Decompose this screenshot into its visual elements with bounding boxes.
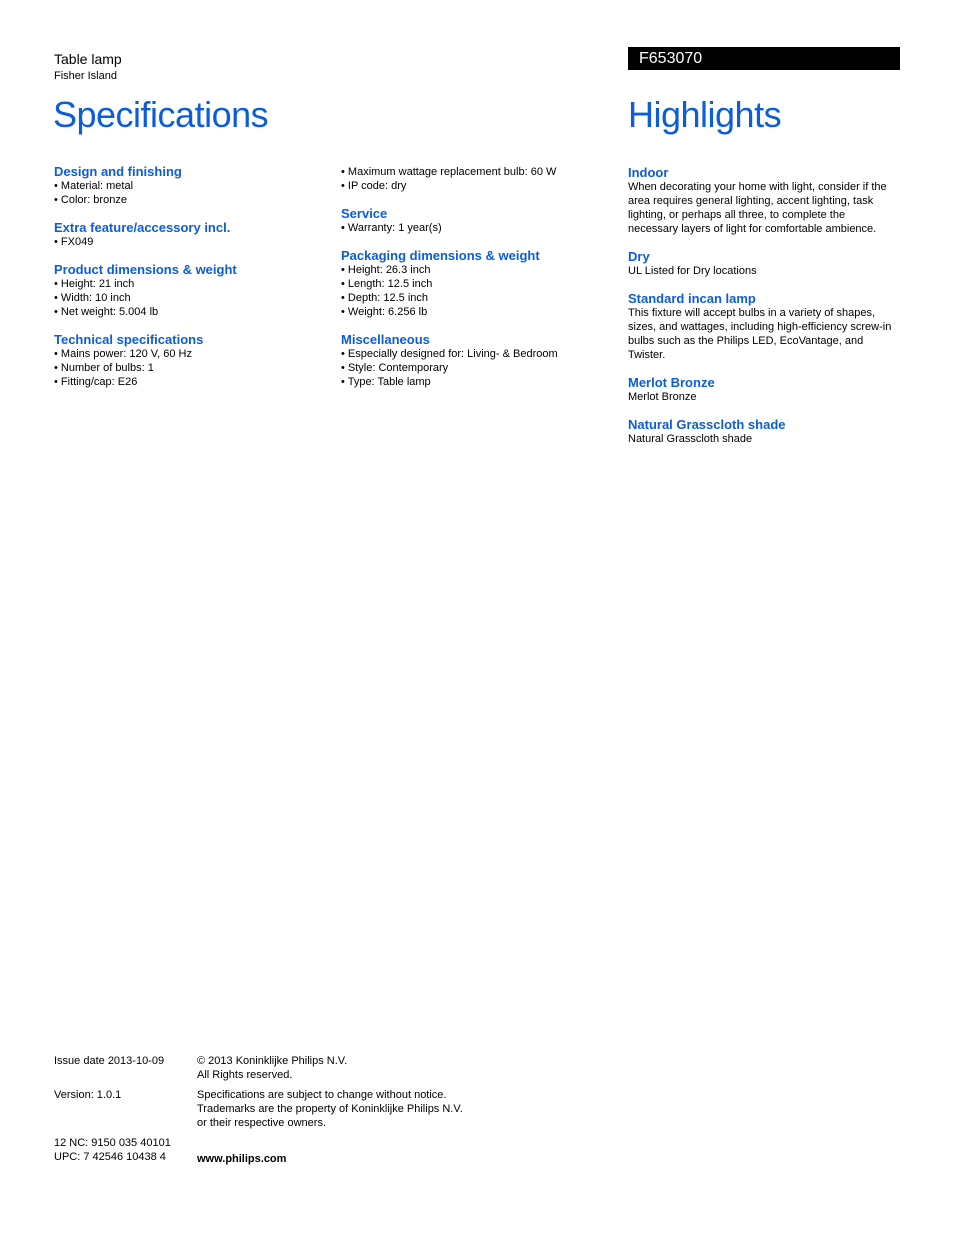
highlight-standard-incan-lamp bbox=[628, 291, 903, 362]
spec-section-service bbox=[341, 206, 611, 235]
highlight-line: Natural Grasscloth shade bbox=[628, 433, 753, 445]
highlight-line: bulbs such as the Philips LED, EcoVantage, and bbox=[628, 335, 864, 347]
highlight-natural-grasscloth-shade bbox=[628, 417, 903, 446]
spec-item: • Weight: 6.256 lb bbox=[341, 306, 428, 318]
rights-reserved: All Rights reserved. bbox=[197, 1069, 293, 1081]
spec-item: • Depth: 12.5 inch bbox=[341, 292, 429, 304]
spec-item: • Height: 21 inch bbox=[54, 278, 135, 290]
spec-section-technical bbox=[54, 332, 324, 389]
highlight-indoor bbox=[628, 165, 903, 236]
spec-section-title: Design and finishing bbox=[54, 164, 182, 179]
spec-section-design bbox=[54, 164, 324, 207]
highlight-title: Natural Grasscloth shade bbox=[628, 417, 786, 432]
spec-item: • Style: Contemporary bbox=[341, 362, 449, 374]
highlight-line: sizes, and wattages, including high-efficiency screw-in bbox=[628, 321, 892, 333]
nc-code: 12 NC: 9150 035 40101 bbox=[54, 1137, 171, 1149]
specifications-column-1 bbox=[54, 164, 324, 402]
spec-item: • Warranty: 1 year(s) bbox=[341, 222, 442, 234]
spec-item: • Length: 12.5 inch bbox=[341, 278, 433, 290]
highlight-title: Standard incan lamp bbox=[628, 291, 756, 306]
spec-item: • Height: 26.3 inch bbox=[341, 264, 431, 276]
highlight-title: Indoor bbox=[628, 165, 669, 180]
spec-section-title: Service bbox=[341, 206, 388, 221]
spec-section-title: Product dimensions & weight bbox=[54, 262, 237, 277]
highlight-line: UL Listed for Dry locations bbox=[628, 265, 757, 277]
spec-item: • Fitting/cap: E26 bbox=[54, 376, 138, 388]
highlight-line: Merlot Bronze bbox=[628, 391, 697, 403]
highlights-heading: Highlights bbox=[628, 94, 782, 135]
website-link[interactable]: www.philips.com bbox=[197, 1153, 287, 1165]
spec-item: • Color: bronze bbox=[54, 194, 127, 206]
spec-section-title: Extra feature/accessory incl. bbox=[54, 220, 231, 235]
product-type: Table lamp bbox=[54, 51, 122, 67]
spec-item: • FX049 bbox=[54, 236, 94, 248]
spec-section-title: Technical specifications bbox=[54, 332, 204, 347]
highlight-line: This fixture will accept bulbs in a variety of shapes, bbox=[628, 307, 876, 319]
spec-section-title: Packaging dimensions & weight bbox=[341, 248, 540, 263]
spec-item: • Number of bulbs: 1 bbox=[54, 362, 154, 374]
spec-item: • Maximum wattage replacement bulb: 60 W bbox=[341, 166, 557, 178]
spec-section-extra bbox=[54, 220, 324, 249]
spec-section-continued bbox=[341, 165, 611, 193]
notice-line: or their respective owners. bbox=[197, 1117, 326, 1129]
spec-section-miscellaneous bbox=[341, 332, 611, 389]
notice-line: Trademarks are the property of Koninklijke Philips N.V. bbox=[197, 1103, 463, 1115]
highlight-line: necessary layers of light for comfortable ambience. bbox=[628, 223, 877, 235]
model-number-bar: F653070 bbox=[628, 47, 900, 70]
highlight-line: When decorating your home with light, consider if the bbox=[628, 181, 887, 193]
issue-date: Issue date 2013-10-09 bbox=[54, 1055, 165, 1067]
version: Version: 1.0.1 bbox=[54, 1089, 122, 1101]
product-name: Fisher Island bbox=[54, 70, 117, 82]
footer-left bbox=[54, 1054, 171, 1164]
specifications-heading: Specifications bbox=[53, 94, 269, 135]
highlight-merlot-bronze bbox=[628, 375, 903, 404]
highlight-dry bbox=[628, 249, 903, 278]
footer-right bbox=[197, 1054, 463, 1166]
copyright: © 2013 Koninklijke Philips N.V. bbox=[197, 1055, 348, 1067]
spec-section-title: Miscellaneous bbox=[341, 332, 430, 347]
spec-section-packaging bbox=[341, 248, 611, 319]
highlights-column bbox=[628, 165, 903, 459]
upc-code: UPC: 7 42546 10438 4 bbox=[54, 1151, 166, 1163]
highlight-line: Twister. bbox=[628, 349, 666, 361]
spec-item: • Material: metal bbox=[54, 180, 134, 192]
highlight-title: Merlot Bronze bbox=[628, 375, 715, 390]
highlight-title: Dry bbox=[628, 249, 650, 264]
highlight-line: area requires general lighting, accent lighting, task bbox=[628, 195, 874, 207]
notice-line: Specifications are subject to change without notice. bbox=[197, 1089, 447, 1101]
highlight-line: lighting, or perhaps all three, to complete the bbox=[628, 209, 846, 221]
spec-item: • Mains power: 120 V, 60 Hz bbox=[54, 348, 192, 360]
spec-item: • IP code: dry bbox=[341, 180, 407, 192]
spec-item: • Especially designed for: Living- & Bedroom bbox=[341, 348, 558, 360]
spec-item: • Net weight: 5.004 lb bbox=[54, 306, 159, 318]
spec-item: • Width: 10 inch bbox=[54, 292, 131, 304]
spec-section-product-dimensions bbox=[54, 262, 324, 319]
specifications-column-2 bbox=[341, 165, 611, 402]
spec-item: • Type: Table lamp bbox=[341, 376, 431, 388]
